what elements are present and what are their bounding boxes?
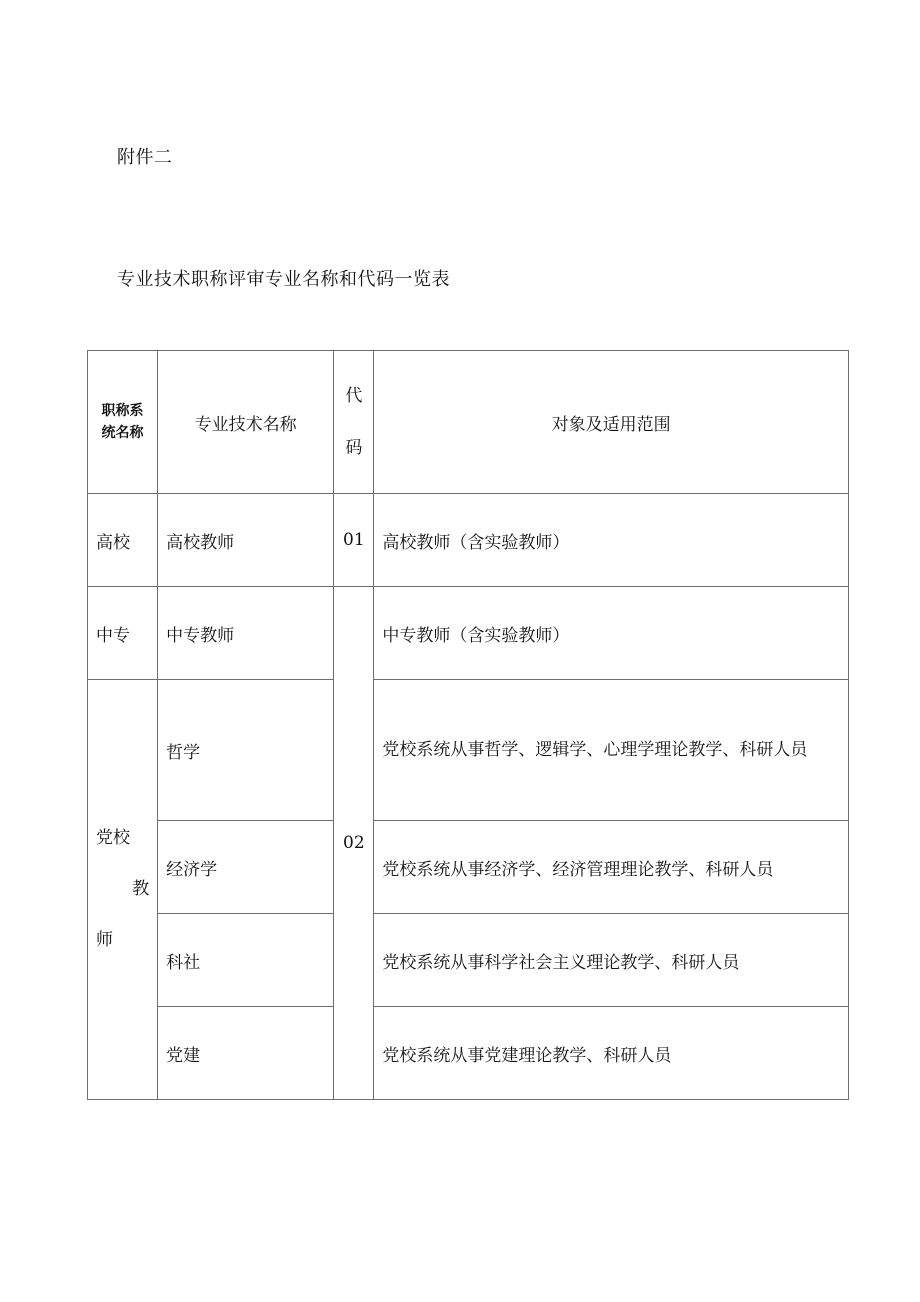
row-scope: 中专教师（含实验教师）: [374, 587, 849, 680]
row-code: 02: [334, 587, 374, 1100]
party-school-label-part1: 党校: [96, 828, 130, 848]
table-row: [88, 914, 849, 1007]
party-school-label-part2: 教: [132, 879, 150, 899]
row-system: 高校: [88, 494, 158, 587]
header-scope: 对象及适用范围: [374, 351, 849, 494]
table-row: [88, 1007, 849, 1100]
table-row: [88, 494, 849, 587]
row-specialty-name: 高校教师: [158, 494, 334, 587]
party-school-label-part3: 师: [96, 930, 113, 950]
header-system-name-line2: 统名称: [101, 425, 144, 441]
row-code: 01: [334, 494, 374, 587]
row-specialty-name: 中专教师: [158, 587, 334, 680]
row-system-party-school: [88, 680, 158, 1100]
attachment-label: 附件二: [117, 147, 173, 168]
header-code: [334, 351, 374, 494]
table-row: [88, 680, 849, 821]
row-system: 中专: [88, 587, 158, 680]
row-scope: 高校教师（含实验教师）: [374, 494, 849, 587]
row-specialty-name: 哲学: [158, 680, 334, 821]
row-specialty-name: 经济学: [158, 821, 334, 914]
row-scope: 党校系统从事经济学、经济管理理论教学、科研人员: [374, 821, 849, 914]
header-system-name: [88, 351, 158, 494]
row-specialty-name: 科社: [158, 914, 334, 1007]
header-system-name-line1: 职称系: [101, 403, 144, 419]
row-scope: 党校系统从事党建理论教学、科研人员: [374, 1007, 849, 1100]
table-row: [88, 587, 849, 680]
header-code-line2: 码: [345, 438, 363, 458]
row-specialty-name: 党建: [158, 1007, 334, 1100]
header-code-line1: 代: [345, 386, 363, 406]
row-scope: 党校系统从事科学社会主义理论教学、科研人员: [374, 914, 849, 1007]
table-row: [88, 821, 849, 914]
specialty-code-table: [87, 350, 849, 1100]
document-title: 专业技术职称评审专业名称和代码一览表: [117, 269, 450, 290]
table-header-row: [88, 351, 849, 494]
row-scope: 党校系统从事哲学、逻辑学、心理学理论教学、科研人员: [374, 680, 849, 821]
header-specialty-name: 专业技术名称: [158, 351, 334, 494]
